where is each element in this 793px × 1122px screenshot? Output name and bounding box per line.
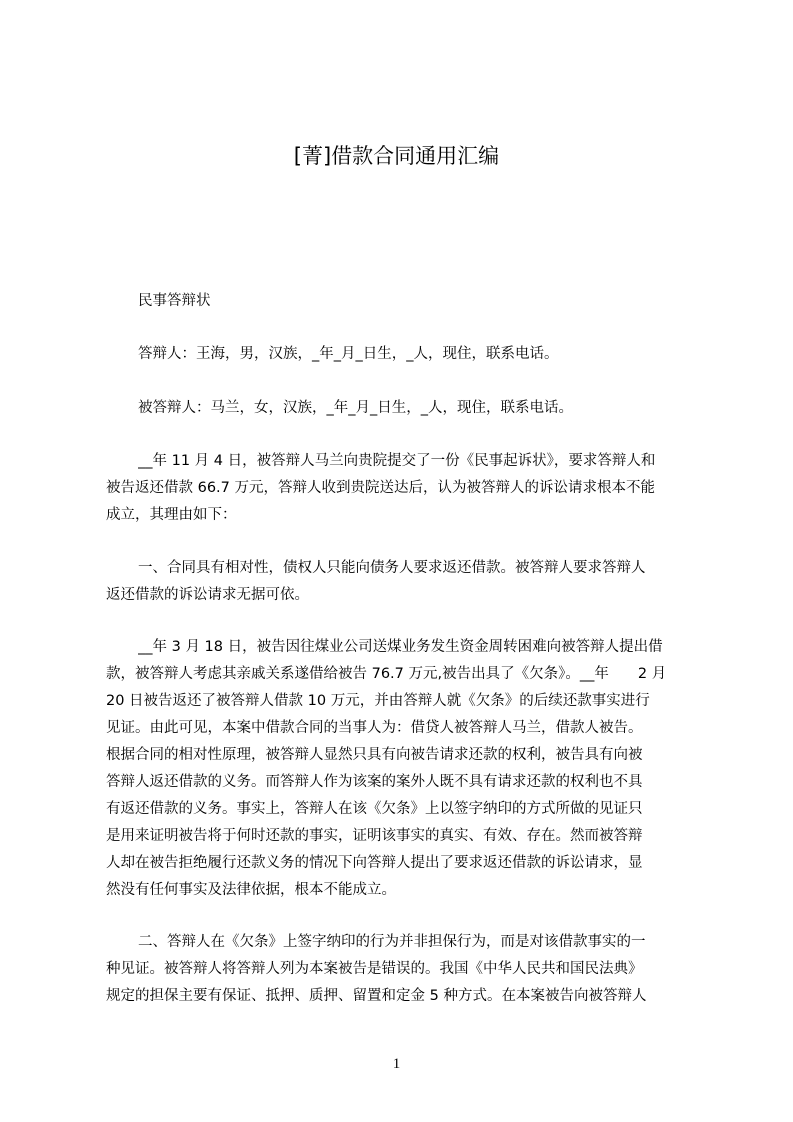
paragraph-line: 款，被答辩人考虑其亲戚关系遂借给被告 76.7 万元,被告出具了《欠条》。__年 2 月	[106, 666, 667, 682]
paragraph-line: 答辩人：王海，男，汉族，_年_月_日生，_人，现住，联系电话。	[138, 346, 559, 362]
document-title: [菁]借款合同通用汇编	[293, 144, 500, 168]
paragraph-line: 二、答辩人在《欠条》上签字纳印的行为并非担保行为，而是对该借款事实的一	[138, 934, 646, 950]
paragraph-line: 根据合同的相对性原理，被答辩人显然只具有向被告请求还款的权利，被告具有向被	[106, 747, 643, 763]
page-number: 1	[392, 1056, 401, 1072]
paragraph-line: __年 3 月 18 日，被告因往煤业公司送煤业务发生资金周转困难向被答辩人提出借	[138, 639, 663, 655]
paragraph-line: 一、合同具有相对性，债权人只能向债务人要求返还借款。被答辩人要求答辩人	[138, 560, 646, 576]
paragraph-line: 被告返还借款 66.7 万元，答辩人收到贵院送达后，认为被答辩人的诉讼请求根本不能	[106, 480, 656, 496]
paragraph-line: 答辩人返还借款的义务。而答辩人作为该案的案外人既不具有请求还款的权利也不具	[106, 774, 643, 790]
paragraph-line: 人却在被告拒绝履行还款义务的情况下向答辩人提出了要求返还借款的诉讼请求，显	[106, 855, 643, 871]
paragraph-line: 然没有任何事实及法律依据，根本不能成立。	[106, 882, 396, 898]
paragraph-line: 种见证。被答辩人将答辩人列为本案被告是错误的。我国《中华人民共和国民法典》	[106, 961, 643, 977]
paragraph-line: 返还借款的诉讼请求无据可依。	[106, 587, 309, 603]
paragraph-line: 成立，其理由如下：	[106, 507, 237, 523]
paragraph-line: __年 11 月 4 日，被答辩人马兰向贵院提交了一份《民事起诉状》，要求答辩人和	[138, 453, 656, 469]
paragraph-line: 见证。由此可见，本案中借款合同的当事人为：借贷人被答辩人马兰，借款人被告。	[106, 720, 643, 736]
paragraph-line: 是用来证明被告将于何时还款的事实，证明该事实的真实、有效、存在。然而被答辩	[106, 828, 643, 844]
document-heading: 民事答辩状	[138, 293, 211, 309]
paragraph-line: 有返还借款的义务。事实上，答辩人在该《欠条》上以签字纳印的方式所做的见证只	[106, 801, 643, 817]
paragraph-line: 20 日被告返还了被答辩人借款 10 万元，并由答辩人就《欠条》的后续还款事实进行	[106, 693, 650, 709]
paragraph-line: 被答辩人：马兰，女，汉族，_年_月_日生，_人，现住，联系电话。	[138, 400, 573, 416]
paragraph-line: 规定的担保主要有保证、抵押、质押、留置和定金 5 种方式。在本案被告向被答辩人	[106, 988, 647, 1004]
